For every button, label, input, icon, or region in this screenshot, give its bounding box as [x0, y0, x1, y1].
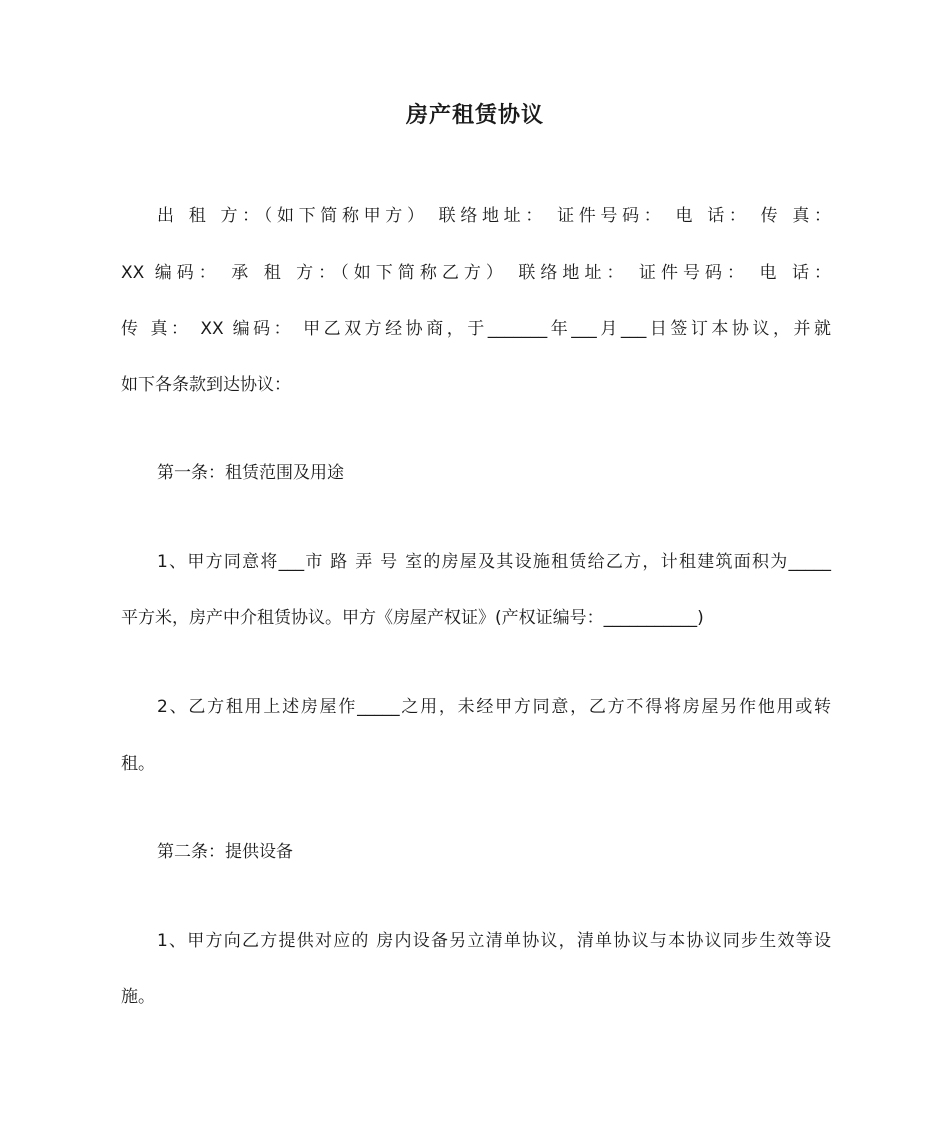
article-1-heading: 第一条：租赁范围及用途	[157, 463, 344, 483]
article-1-clause-1-cont: 平方米，房产中介租赁协议。甲方《房屋产权证》(产权证编号：___________)	[121, 608, 704, 628]
party-a-line: 出 租 方：（如下简称甲方） 联络地址： 证件号码： 电 话： 传 真：	[157, 206, 831, 226]
article-2-clause-1: 1、甲方向乙方提供对应的 房内设备另立清单协议，清单协议与本协议同步生效等设	[157, 931, 831, 951]
article-1-clause-1: 1、甲方同意将___市 路 弄 号 室的房屋及其设施租赁给乙方，计租建筑面积为_____	[157, 552, 831, 572]
agreement-intro-end: 如下各条款到达协议：	[121, 375, 291, 395]
article-2-heading: 第二条：提供设备	[157, 842, 293, 862]
party-b-line: XX 编码： 承 租 方：（如下简称乙方） 联络地址： 证件号码： 电 话：	[121, 263, 831, 283]
agreement-date-line: 传 真： XX 编码： 甲乙双方经协商，于_______年___月___日签订本协议，并就	[121, 319, 831, 339]
article-2-clause-1-cont: 施。	[121, 987, 155, 1007]
document-title: 房产租赁协议	[405, 103, 544, 128]
article-1-clause-2-cont: 租。	[121, 754, 155, 774]
article-1-clause-2: 2、乙方租用上述房屋作_____之用，未经甲方同意，乙方不得将房屋另作他用或转	[157, 697, 831, 717]
